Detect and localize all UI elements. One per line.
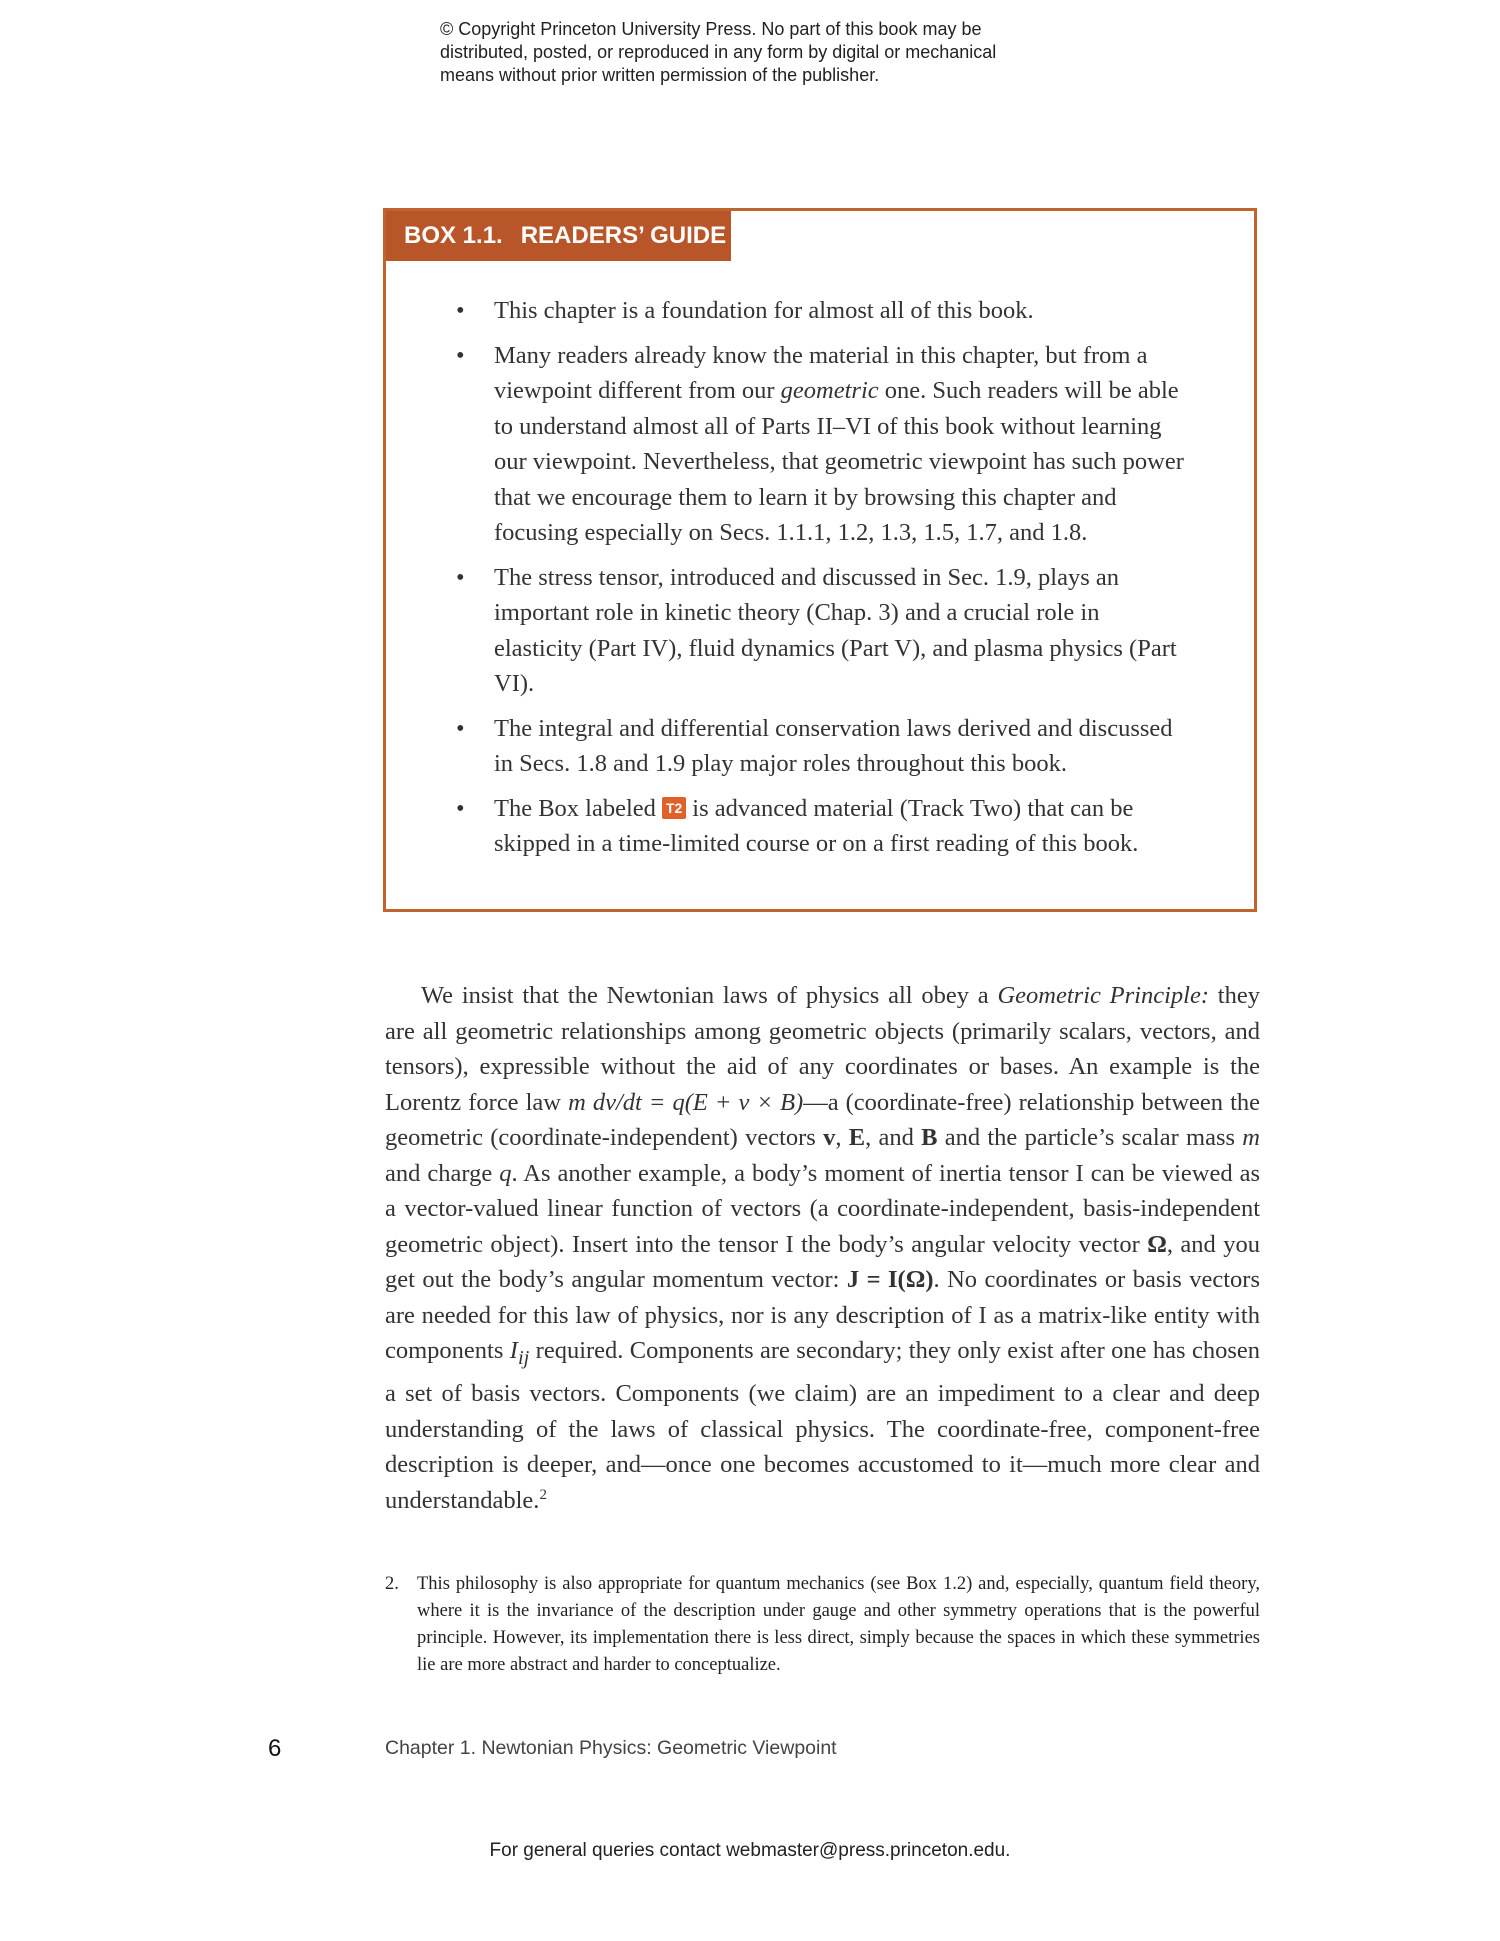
body-text-run: they are all geometric relationships among geometric objects (primarily scalars, vectors, and tensors), expressible without the aid of any coordinates or bases. An example is the Lorentz force law — [385, 982, 1260, 1116]
body-text-run: —a (coordinate-free) relationship between the geometric (coordinate-independent) vectors — [385, 1088, 1261, 1151]
list-item-text: The stress tensor, introduced and discussed in Sec. 1.9, plays an important role in kinetic theory (Chap. 3) and a crucial role in elasticity (Part IV), fluid dynamics (Part V), and plasma physics (Part VI). — [494, 563, 1177, 697]
body-text-run: required. Components are secondary; they only exist after one has chosen a set of basis vectors. Components (we claim) are an impediment to a clear and deep understanding of the laws of classical physics. The coordinate-free, component-free description is deeper, and—once one becomes accustomed to it—much more clear and understandable. — [385, 1337, 1260, 1514]
bullet-icon: • — [456, 563, 465, 591]
list-item — [456, 791, 1192, 862]
body-text-run: and charge — [385, 1159, 500, 1187]
tensor-symbol: I — [978, 1301, 987, 1329]
copyright-line: means without prior written permission of the publisher. — [440, 65, 880, 85]
vector-symbol: v — [823, 1124, 836, 1151]
vector-symbol: E — [848, 1124, 866, 1151]
math-symbol: q — [499, 1159, 512, 1187]
emphasis: geometric — [780, 377, 879, 404]
bullet-icon: • — [456, 297, 465, 324]
footnote-text: This philosophy is also appropriate for quantum mechanics (see Box 1.2) and, especially, quantum field theory, where it is the invariance of the description under gauge and other symmetry operations that is the powerful principle. However, its implementation there is less direct, simply because the spaces in which these symmetries lie are more abstract and harder to conceptualize. — [417, 1574, 1260, 1675]
component-symbol — [509, 1337, 530, 1369]
tensor-symbol: I — [1075, 1159, 1084, 1187]
vector-symbol: B — [921, 1124, 938, 1151]
body-text-run: , and you get out the body’s angular momentum vector: — [385, 1230, 1261, 1293]
body-text-run: the body’s angular velocity vector — [793, 1230, 1148, 1258]
box-header — [386, 211, 731, 261]
body-paragraph — [385, 978, 1260, 1518]
list-item-text: The Box labeled — [494, 794, 656, 822]
list-item-text: The integral and differential conservation laws derived and discussed in Secs. 1.8 and 1.9 play major roles throughout this book. — [494, 714, 1173, 777]
copyright-line: distributed, posted, or reproduced in any form by digital or mechanical — [440, 42, 997, 62]
footnote — [385, 1571, 1260, 1679]
footnote-number: 2. — [385, 1574, 399, 1594]
footnote-reference: 2 — [539, 1486, 547, 1503]
body-text-run: , and — [865, 1124, 922, 1151]
page-number: 6 — [268, 1735, 282, 1762]
readers-guide-box — [383, 208, 1257, 912]
list-item-text: one. Such readers will be able to understand almost all of Parts II–VI of this book without learning our viewpoint. Nevertheless, that geometric viewpoint has such power that we encourage them to learn it by browsing this chapter and focusing especially on Secs. 1.1.1, 1.2, 1.3, 1.5, 1.7, and 1.8. — [494, 377, 1184, 546]
emphasis: Geometric Principle: — [997, 982, 1210, 1009]
list-item-text: is advanced material (Track Two) that can be skipped in a time-limited course or on a first reading of this book. — [494, 794, 1139, 857]
running-footer: Chapter 1. Newtonian Physics: Geometric Viewpoint — [385, 1737, 837, 1759]
list-item-text: Many readers already know the material in this chapter, but from a viewpoint different from our — [494, 341, 1148, 404]
body-text-run: and the particle’s scalar mass — [937, 1124, 1243, 1151]
body-text-run: . As another example, a body’s moment of inertia tensor — [511, 1159, 1076, 1187]
list-item — [456, 711, 1192, 782]
bullet-icon: • — [456, 341, 465, 369]
contact-line: For general queries contact webmaster@press.princeton.edu. — [489, 1840, 1011, 1861]
list-item — [456, 293, 1192, 329]
lorentz-force-equation: m dv/dt = q(E + v × B) — [568, 1088, 804, 1116]
copyright-notice — [440, 18, 1080, 87]
body-text-run: . No coordinates or basis vectors are needed for this law of physics, nor is any description of — [385, 1266, 1260, 1329]
math-subscript: ij — [517, 1346, 530, 1369]
bullet-icon: • — [456, 714, 465, 742]
box-title: READERS’ GUIDE — [520, 222, 727, 249]
copyright-line: © Copyright Princeton University Press. No part of this book may be — [440, 19, 982, 39]
tensor-symbol: I — [785, 1230, 794, 1258]
angular-momentum-equation: J = I(Ω) — [846, 1266, 934, 1293]
bullet-icon: • — [456, 794, 465, 822]
track-two-icon: T2 — [662, 797, 686, 819]
list-item — [456, 560, 1192, 702]
math-symbol: m — [1242, 1124, 1260, 1151]
box-number: BOX 1.1. — [404, 222, 503, 249]
body-text-run: We insist that the Newtonian laws of physics all obey a — [421, 982, 998, 1009]
body-text-run: as a matrix-like entity with components — [385, 1301, 1260, 1364]
math-symbol: I — [509, 1337, 518, 1364]
body-text-run: can be viewed as a vector-valued linear function of vectors (a coordinate-independent, basis-independent geometric object). Insert into the tensor — [385, 1159, 1260, 1258]
box-bullet-list — [456, 293, 1192, 871]
list-item — [456, 338, 1192, 551]
list-item-text: This chapter is a foundation for almost all of this book. — [494, 297, 1034, 324]
vector-symbol: Ω — [1147, 1230, 1167, 1258]
body-text-run: , — [835, 1124, 849, 1151]
